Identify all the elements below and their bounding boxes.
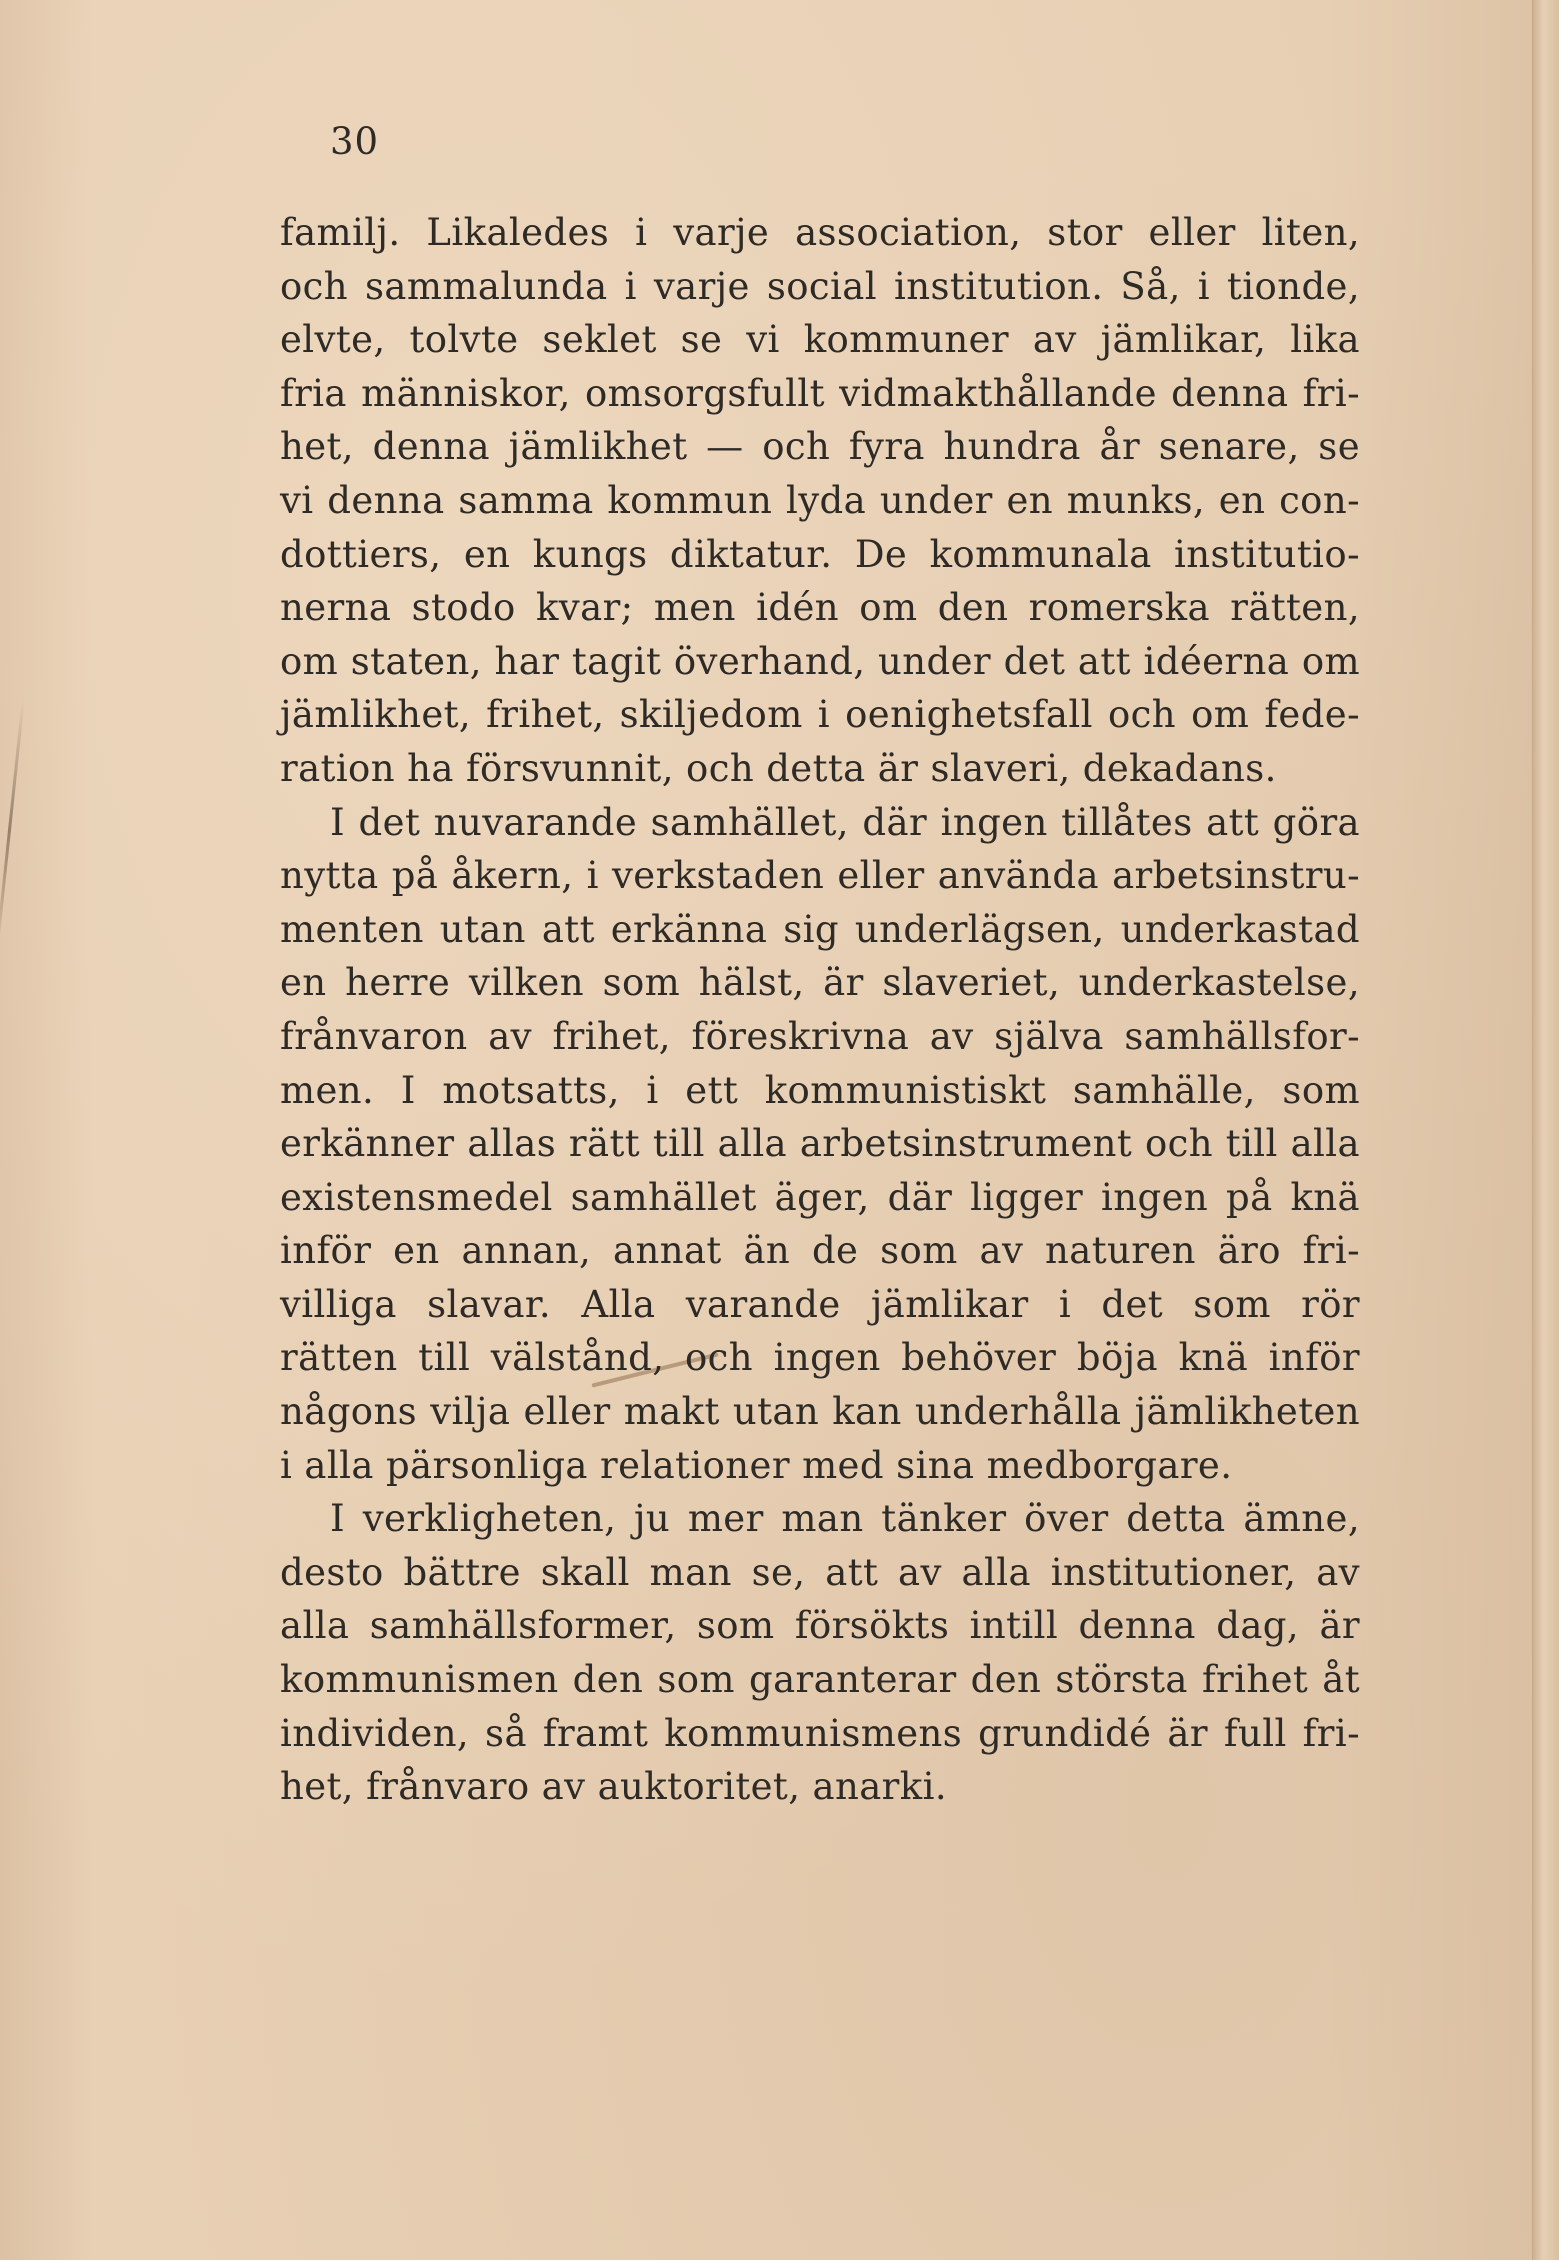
- text-line: nytta på åkern, i verkstaden eller använda arbetsinstru-: [280, 854, 1360, 898]
- text-line: men. I motsatts, i ett kommunistiskt samhälle, som: [280, 1068, 1360, 1112]
- text-line: nerna stodo kvar; men idén om den romerska rätten,: [280, 586, 1360, 630]
- text-line: villiga slavar. Alla varande jämlikar i det som rör: [280, 1282, 1360, 1326]
- text-line: individen, så framt kommunismens grundidé är full fri-: [280, 1711, 1360, 1755]
- paper-tear: [0, 701, 25, 960]
- text-line: I det nuvarande samhället, där ingen tillåtes att göra: [330, 800, 1360, 844]
- text-line: kommunismen den som garanterar den största frihet åt: [280, 1658, 1360, 1702]
- text-line: I verkligheten, ju mer man tänker över detta ämne,: [330, 1497, 1360, 1541]
- text-line: och sammalunda i varje social institution. Så, i tionde,: [280, 264, 1360, 308]
- text-line: het, frånvaro av auktoritet, anarki.: [280, 1765, 947, 1809]
- text-line: en herre vilken som hälst, är slaveriet, underkastelse,: [280, 961, 1360, 1005]
- text-line: vi denna samma kommun lyda under en munks, en con-: [280, 478, 1360, 522]
- text-line: dottiers, en kungs diktatur. De kommunala institutio-: [280, 532, 1360, 576]
- text-line: rätten till välstånd, och ingen behöver böja knä inför: [280, 1336, 1360, 1380]
- text-line: om staten, har tagit överhand, under det att idéerna om: [280, 639, 1360, 683]
- text-line: het, denna jämlikhet — och fyra hundra år senare, se: [280, 425, 1360, 469]
- text-line: alla samhällsformer, som försökts intill denna dag, är: [280, 1604, 1360, 1648]
- text-line: ration ha försvunnit, och detta är slaveri, dekadans.: [280, 746, 1277, 790]
- text-line: elvte, tolvte seklet se vi kommuner av jämlikar, lika: [280, 318, 1360, 362]
- text-line: desto bättre skall man se, att av alla institutioner, av: [280, 1550, 1360, 1594]
- text-line: existensmedel samhället äger, där ligger ingen på knä: [280, 1175, 1360, 1219]
- text-line: fria människor, omsorgsfullt vidmakthållande denna fri-: [280, 371, 1360, 415]
- text-line: i alla pärsonliga relationer med sina medborgare.: [280, 1443, 1233, 1487]
- page-number: 30: [330, 120, 380, 163]
- body-text: [280, 206, 1360, 1814]
- page-edge: [1532, 0, 1559, 2260]
- text-line: familj. Likaledes i varje association, stor eller liten,: [280, 211, 1360, 254]
- text-line: inför en annan, annat än de som av naturen äro fri-: [280, 1229, 1360, 1273]
- text-line: frånvaron av frihet, föreskrivna av själva samhällsfor-: [280, 1014, 1360, 1058]
- text-line: erkänner allas rätt till alla arbetsinstrument och till alla: [280, 1122, 1360, 1166]
- text-line: menten utan att erkänna sig underlägsen, underkastad: [280, 907, 1360, 951]
- text-line: jämlikhet, frihet, skiljedom i oenighetsfall och om fede-: [280, 693, 1360, 737]
- text-line: någons vilja eller makt utan kan underhålla jämlikheten: [280, 1390, 1360, 1434]
